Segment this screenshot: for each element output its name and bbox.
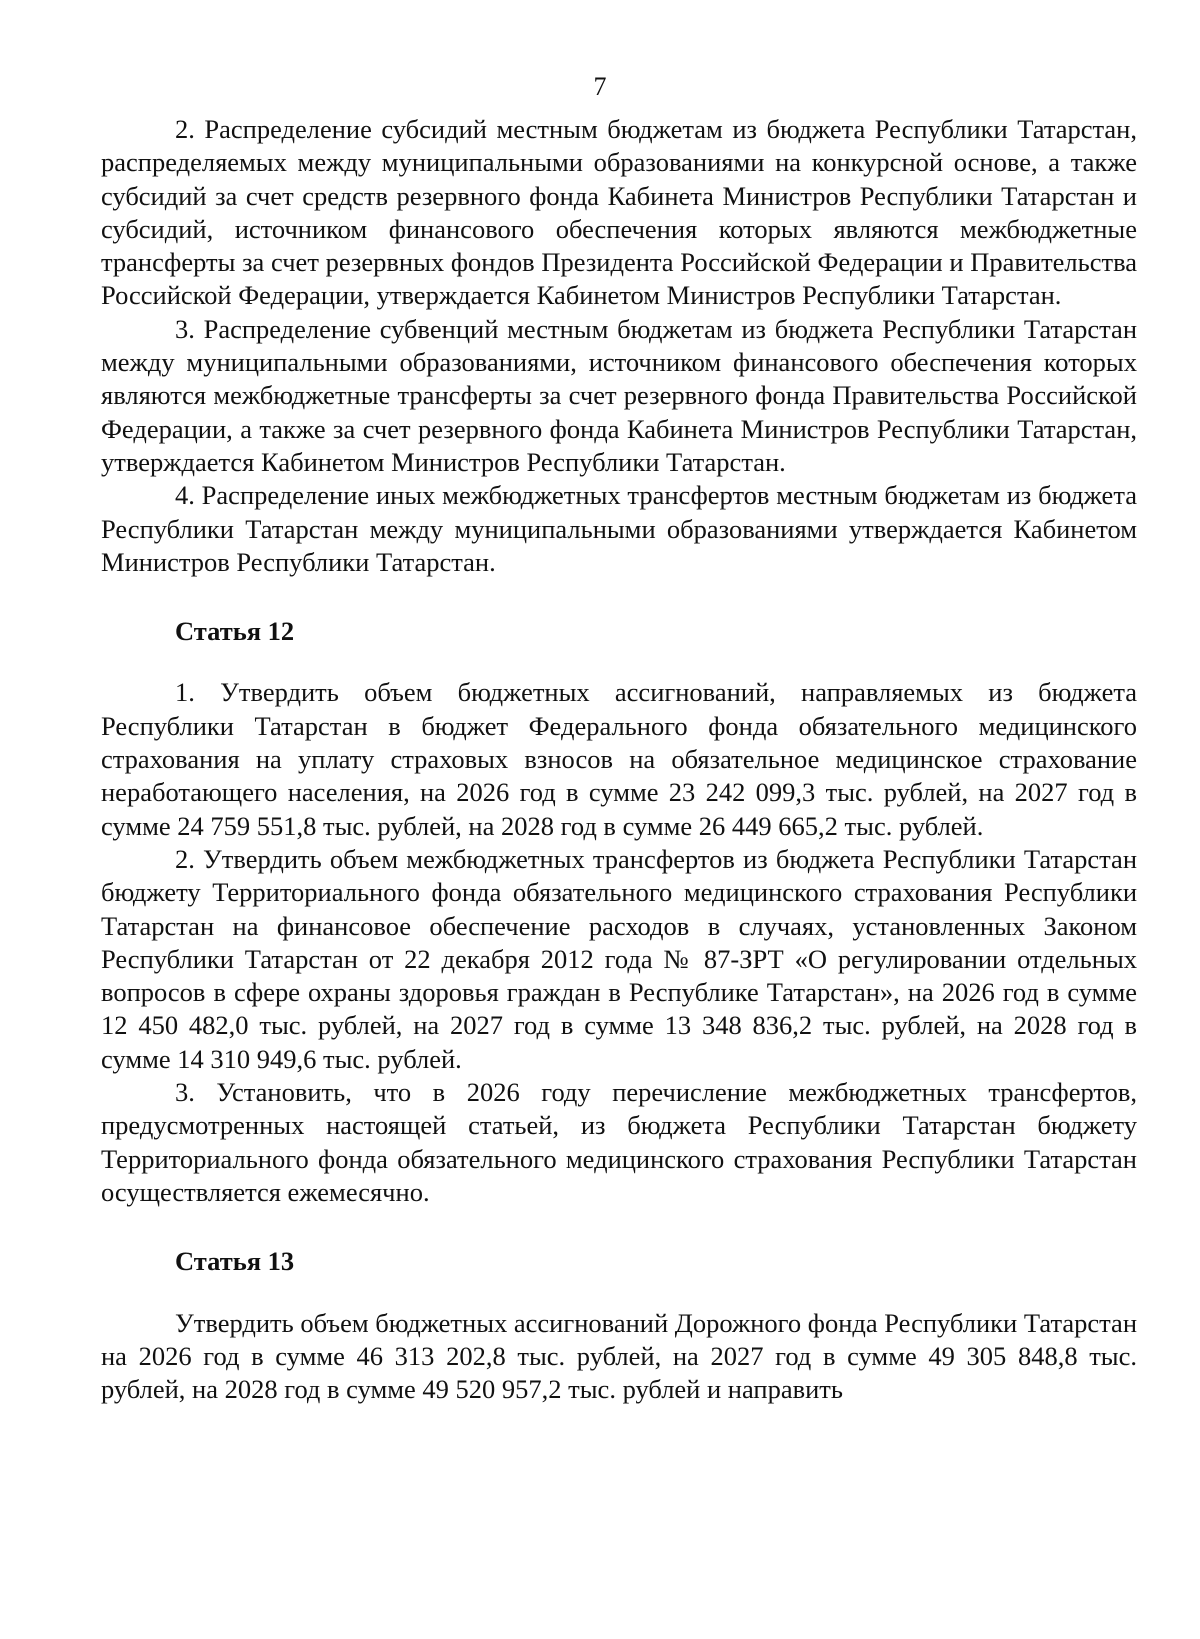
document-body	[101, 113, 1137, 1406]
article13-paragraph-1: Утвердить объем бюджетных ассигнований Дорожного фонда Республики Татарстан на 2026 год в сумме 46 313 202,8 тыс. рублей, на 2027 год в сумме 49 305 848,8 тыс. рублей, на 2028 год в сумме 49 520 957,2 тыс. рублей и направить	[101, 1307, 1137, 1405]
spacer	[101, 648, 1137, 676]
spacer	[101, 579, 1137, 615]
article11-paragraph-2: 2. Распределение субсидий местным бюджетам из бюджета Республики Татарстан, распределяемых между муниципальными образованиями на конкурсной основе, а также субсидий за счет средств резервного фонда Кабинета Министров Республики Татарстан и субсидий, источником финансового обеспечения которых являются межбюджетные трансферты за счет резервных фондов Президента Российской Федерации и Правительства Российской Федерации, утверждается Кабинетом Министров Республики Татарстан.	[101, 114, 1137, 311]
article11-paragraph-3: 3. Распределение субвенций местным бюджетам из бюджета Республики Татарстан между муниципальными образованиями, источником финансового обеспечения которых являются межбюджетные трансферты за счет резервного фонда Правительства Российской Федерации, а также за счет резервного фонда Кабинета Министров Республики Татарстан, утверждается Кабинетом Министров Республики Татарстан.	[101, 313, 1137, 477]
article12-paragraph-3: 3. Установить, что в 2026 году перечисление межбюджетных трансфертов, предусмотренных настоящей статьей, из бюджета Республики Татарстан бюджету Территориального фонда обязательного медицинского страхования Республики Татарстан осуществляется ежемесячно.	[101, 1077, 1137, 1207]
article12-heading: Статья 12	[175, 616, 295, 647]
article11-paragraph-4: 4. Распределение иных межбюджетных трансфертов местным бюджетам из бюджета Республики Татарстан между муниципальными образованиями утверждается Кабинетом Министров Республики Татарстан.	[101, 480, 1137, 577]
article12-paragraph-2: 2. Утвердить объем межбюджетных трансфертов из бюджета Республики Татарстан бюджету Территориального фонда обязательного медицинского страхования Республики Татарстан на финансовое обеспечение расходов в случаях, установленных Законом Республики Татарстан от 22 декабря 2012 года № 87-ЗРТ «О регулировании отдельных вопросов в сфере охраны здоровья граждан в Республике Татарстан», на 2026 год в сумме 12 450 482,0 тыс. рублей, на 2027 год в сумме 13 348 836,2 тыс. рублей, на 2028 год в сумме 14 310 949,6 тыс. рублей.	[101, 843, 1137, 1074]
article13-heading: Статья 13	[175, 1246, 295, 1277]
spacer	[101, 1279, 1137, 1307]
article12-paragraph-1: 1. Утвердить объем бюджетных ассигнований, направляемых из бюджета Республики Татарстан в бюджет Федерального фонда обязательного медицинского страхования на уплату страховых взносов на обязательное медицинское страхование неработающего населения, на 2026 год в сумме 23 242 099,3 тыс. рублей, на 2027 год в сумме 24 759 551,8 тыс. рублей, на 2028 год в сумме 26 449 665,2 тыс. рублей.	[101, 677, 1137, 841]
page-number: 7	[593, 72, 607, 101]
spacer	[101, 1209, 1137, 1245]
